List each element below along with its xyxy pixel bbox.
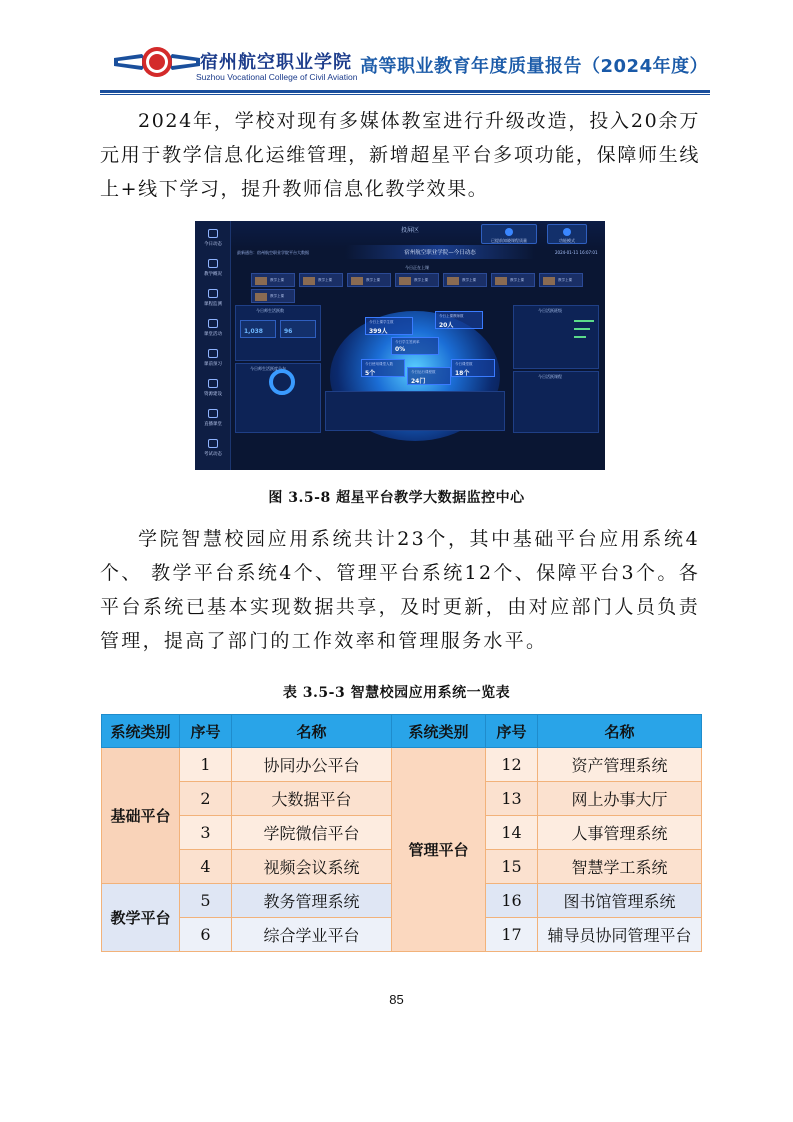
header-divider — [100, 90, 710, 93]
course-card: 教学上课 — [347, 273, 391, 287]
activity-list-panel — [325, 391, 505, 431]
active-count: 1,038 — [240, 320, 276, 338]
class-bar — [574, 320, 594, 322]
active-courses-panel: 今日活跃课程 — [513, 371, 599, 433]
page-number: 85 — [389, 992, 404, 1007]
system-name: 视频会议系统 — [232, 850, 392, 884]
classroom-icon — [208, 319, 218, 328]
system-name: 人事管理系统 — [538, 816, 702, 850]
category-teaching: 教学平台 — [102, 884, 180, 952]
monitor-icon — [208, 229, 218, 238]
overview-icon — [208, 259, 218, 268]
sidebar-item: 教学概况 — [199, 257, 227, 283]
active-count: 96 — [280, 320, 316, 338]
dashboard-sidebar — [195, 221, 231, 470]
class-bar — [574, 328, 590, 330]
stat-lessons: 今日课堂数 18个 — [451, 359, 495, 377]
row-number: 14 — [486, 816, 538, 850]
user-icon — [208, 349, 218, 358]
mode-button: 功能模式 — [547, 224, 587, 244]
header-category: 系统类别 — [102, 715, 180, 748]
row-number: 1 — [180, 748, 232, 782]
sidebar-item: 直播课堂 — [199, 407, 227, 433]
course-card: 教学上课 — [539, 273, 583, 287]
stat-classroom: 今日使用课堂人数 5个 — [361, 359, 405, 377]
college-logo — [112, 40, 202, 84]
system-name: 辅导员协同管理平台 — [538, 918, 702, 952]
live-icon — [208, 409, 218, 418]
row-number: 12 — [486, 748, 538, 782]
school-name-cn: 宿州航空职业学院 — [200, 52, 352, 73]
report-title: 高等职业教育年度质量报告（2024年度） — [360, 56, 709, 77]
system-name: 综合学业平台 — [232, 918, 392, 952]
chart-icon — [208, 439, 218, 448]
system-name: 智慧学工系统 — [538, 850, 702, 884]
header-number: 序号 — [180, 715, 232, 748]
active-classes-panel: 今日活跃班级 — [513, 305, 599, 369]
class-bar — [574, 336, 586, 338]
row-number: 3 — [180, 816, 232, 850]
dashboard-title: 投屏区 — [401, 227, 420, 234]
dashboard-banner: 宿州航空职业学院—今日动态 — [345, 245, 535, 259]
header-divider-thin — [100, 94, 710, 95]
course-card: 教学上课 — [443, 273, 487, 287]
course-card: 教学上课 — [299, 273, 343, 287]
sidebar-item: 今日动态 — [199, 227, 227, 253]
sidebar-item: 资源建设 — [199, 377, 227, 403]
donut-chart — [269, 369, 295, 395]
system-name: 教务管理系统 — [232, 884, 392, 918]
category-basic: 基础平台 — [102, 748, 180, 884]
active-users-panel: 今日师生活跃数 1,038 96 — [235, 305, 321, 361]
dashboard-screenshot — [195, 221, 605, 470]
stat-students: 今日上课学生数 399人 — [365, 317, 413, 335]
category-management: 管理平台 — [392, 748, 486, 952]
header-name: 名称 — [232, 715, 392, 748]
system-name: 大数据平台 — [232, 782, 392, 816]
activity-distribution-panel: 今日师生活跃度分布 — [235, 363, 321, 433]
stat-checkin: 今日学生签到率 0% — [391, 337, 439, 355]
row-number: 15 — [486, 850, 538, 884]
paragraph-systems: 学院智慧校园应用系统共计23个，其中基础平台应用系统4个、 教学平台系统4个、管理平台系统12个、保障平台3个。各平台系统已基本实现数据共享，及时更新，由对应部门人员负责管理，提高了部门的工作效率和管理服务水平。 — [100, 528, 700, 652]
calendar-icon — [208, 289, 218, 298]
figure-caption: 图 3.5-8 超星平台教学大数据监控中心 — [268, 490, 525, 506]
mode-icon — [563, 228, 571, 236]
course-card: 教学上课 — [395, 273, 439, 287]
row-number: 17 — [486, 918, 538, 952]
header-category: 系统类别 — [392, 715, 486, 748]
system-name: 学院微信平台 — [232, 816, 392, 850]
stat-courses: 今日运行课程数 24门 — [407, 367, 451, 385]
hourglass-icon — [208, 379, 218, 388]
dashboard-notice: 最新通告：宿州航空职业学院平台大数据 — [237, 250, 309, 255]
system-name: 图书馆管理系统 — [538, 884, 702, 918]
system-name: 协同办公平台 — [232, 748, 392, 782]
table-row — [102, 748, 702, 782]
course-card: 教学上课 — [251, 289, 295, 303]
quality-button: 已提前知晓课程质量 — [481, 224, 537, 244]
paragraph-upgrade: 2024年，学校对现有多媒体教室进行升级改造，投入20余万元用于教学信息化运维管理，新增超星平台多项功能，保障师生线上+线下学习，提升教师信息化教学效果。 — [100, 110, 700, 200]
sidebar-item: 考试动态 — [199, 437, 227, 463]
course-card: 教学上课 — [251, 273, 295, 287]
systems-table — [101, 714, 702, 952]
sidebar-item: 课堂活动 — [199, 317, 227, 343]
stat-teachers: 今日上课教师数 20人 — [435, 311, 483, 329]
row-number: 16 — [486, 884, 538, 918]
row-number: 4 — [180, 850, 232, 884]
system-name: 资产管理系统 — [538, 748, 702, 782]
dashboard-date: 2024-01-11 16:07:01 — [555, 250, 598, 255]
row-number: 5 — [180, 884, 232, 918]
school-name-en: Suzhou Vocational College of Civil Aviation — [196, 72, 358, 82]
sidebar-item: 课前预习 — [199, 347, 227, 373]
table-title: 表 3.5-3 智慧校园应用系统一览表 — [282, 685, 511, 701]
system-name: 网上办事大厅 — [538, 782, 702, 816]
sidebar-item: 课程监测 — [199, 287, 227, 313]
header-name: 名称 — [538, 715, 702, 748]
course-card: 教学上课 — [491, 273, 535, 287]
row-number: 13 — [486, 782, 538, 816]
header-number: 序号 — [486, 715, 538, 748]
row-number: 6 — [180, 918, 232, 952]
course-section-title: 今日正在上课 — [405, 265, 429, 270]
check-icon — [505, 228, 513, 236]
table-header-row — [102, 715, 702, 748]
row-number: 2 — [180, 782, 232, 816]
